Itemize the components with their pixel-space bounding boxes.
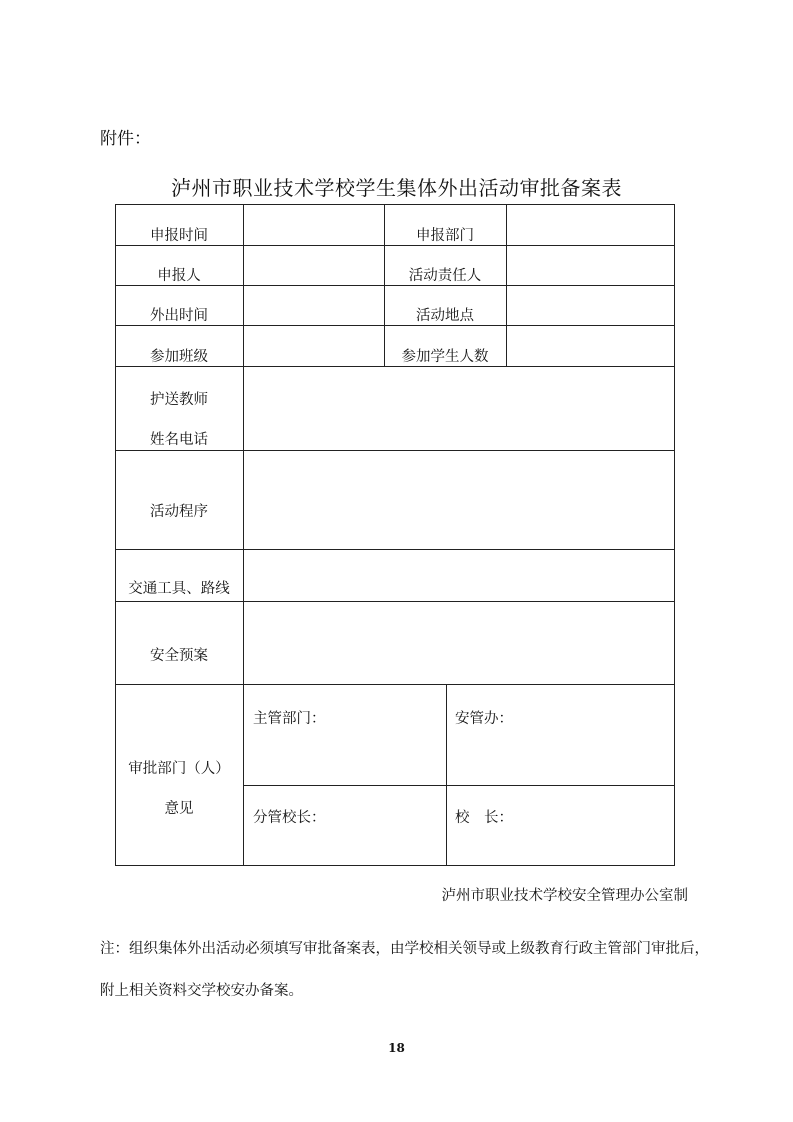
row-divider (115, 245, 675, 246)
label-outing-time: 外出时间 (150, 308, 208, 324)
label-activity-leader: 活动责任人 (408, 268, 482, 284)
column-divider (506, 204, 507, 366)
safety-plan-field[interactable] (245, 603, 673, 683)
row-divider (115, 366, 675, 367)
approval-row-divider (243, 785, 675, 786)
table-border-top (115, 204, 675, 205)
label-applicant: 申报人 (157, 268, 201, 284)
label-escort-contact: 姓名电话 (150, 432, 208, 448)
table-border-right (674, 204, 675, 866)
classes-field[interactable] (245, 327, 383, 365)
label-safety-plan: 安全预案 (150, 648, 208, 664)
label-apply-dept: 申报部门 (416, 228, 474, 244)
form-title: 泸州市职业技术学校学生集体外出活动审批备案表 (171, 176, 622, 200)
row-divider (115, 450, 675, 451)
attachment-label: 附件： (100, 129, 151, 149)
activity-leader-field[interactable] (508, 247, 673, 284)
row-divider (115, 549, 675, 550)
escort-teacher-field[interactable] (245, 368, 673, 449)
activity-program-field[interactable] (245, 452, 673, 548)
note-text: 注：组织集体外出活动必须填写审批备案表，由学校相关领导或上级教育行政主管部门审批后，附上相关资料交学校安办备案。 (100, 941, 709, 999)
row-divider (115, 325, 675, 326)
vice-principal-signature[interactable]: 分管校长： (253, 810, 326, 826)
table-border-bottom (115, 865, 675, 866)
label-apply-time: 申报时间 (150, 228, 208, 244)
label-student-count: 参加学生人数 (401, 349, 489, 365)
applicant-field[interactable] (245, 247, 383, 284)
label-escort-teacher: 护送教师 (150, 392, 208, 408)
row-divider (115, 601, 675, 602)
label-approval-dept: 审批部门（人） (128, 761, 230, 777)
page-number: 18 (388, 1041, 405, 1055)
apply-dept-field[interactable] (508, 206, 673, 244)
label-activity-program: 活动程序 (150, 504, 208, 520)
apply-time-field[interactable] (245, 206, 383, 244)
issuing-office: 泸州市职业技术学校安全管理办公室制 (441, 888, 688, 904)
principal-signature[interactable]: 校 长： (455, 810, 513, 826)
student-count-field[interactable] (508, 327, 673, 365)
row-divider (115, 285, 675, 286)
outing-time-field[interactable] (245, 287, 383, 324)
safety-office-signature[interactable]: 安管办： (455, 711, 513, 727)
label-activity-location: 活动地点 (416, 308, 474, 324)
label-transport-route: 交通工具、路线 (128, 581, 230, 597)
row-divider (115, 684, 675, 685)
supervising-dept-signature[interactable]: 主管部门： (253, 711, 326, 727)
activity-location-field[interactable] (508, 287, 673, 324)
label-column-divider (243, 204, 244, 866)
label-classes: 参加班级 (150, 349, 208, 365)
approval-column-divider (446, 684, 447, 865)
label-approval-opinion: 意见 (164, 801, 194, 817)
